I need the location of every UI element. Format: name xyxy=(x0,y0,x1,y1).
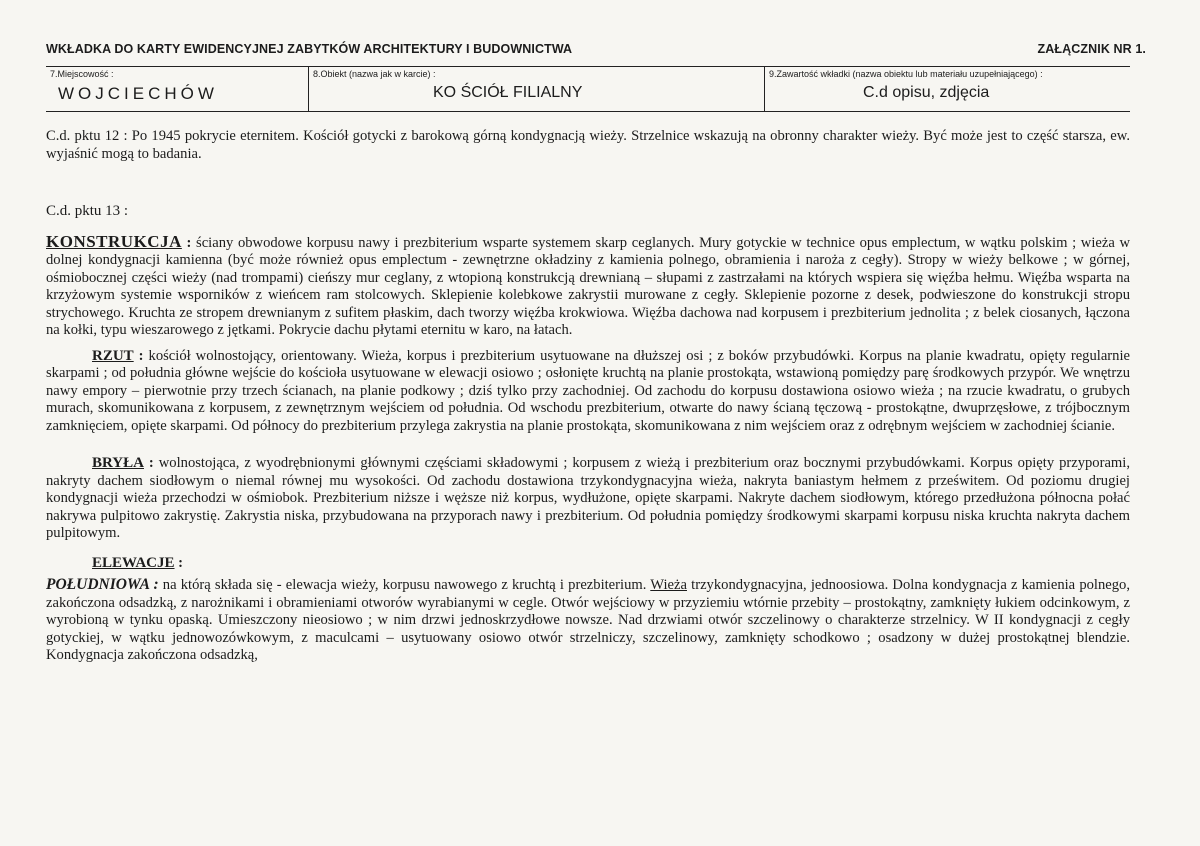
object-value: KO ŚCIÓŁ FILIALNY xyxy=(433,84,583,101)
document-header xyxy=(46,42,1146,56)
rzut-paragraph xyxy=(46,348,1130,436)
object-cell xyxy=(308,67,765,111)
object-label: 8.Obiekt (nazwa jak w karcie) : xyxy=(313,69,436,79)
elewacje-heading-line xyxy=(46,555,1130,573)
content-value: C.d opisu, zdjęcia xyxy=(863,84,990,101)
pkt12-paragraph: C.d. pktu 12 : Po 1945 pokrycie eternitem. Kościół gotycki z barokową górną kondygnacją wieży. Strzelnice wskazują na obronny charakter wieży. Być może jest to część starsza, ew. wyjaśnić mogą to badania. xyxy=(46,128,1130,162)
south-elevation-paragraph xyxy=(46,576,1130,665)
south-tower-term: Wieża xyxy=(650,577,687,593)
rzut-separator: : xyxy=(133,347,149,364)
document-body xyxy=(46,128,1130,665)
bryla-text: wolnostojąca, z wyodrębnionymi głównymi częściami składowymi ; korpusem z wieżą i prezbiterium oraz bocznymi przybudówkami. Korpus opięty przyporami, nakryty dachem siodłowym o niemal równej mu wysokości. Od zachodu dostawiona trzykondygnacyjna wieża, nakryta baniastym hełmem z prześwitem. Od poziomu drugiej kondygnacji wieża przechodzi w ośmiobok. Prezbiterium niższe i węższe niż korpus, wydłużone, opięte skarpami. Nakryte dachem siodłowym, którego przedłużona północna połać nakrywa pulpitowo zakrystię. Zakrystia niska, przybudowana na przyporach nawy i prezbiterium. Od południa pomiędzy środkowymi skarpami korpusu niska kruchta nakryta dachem pulpitowym. xyxy=(46,455,1130,541)
south-text-a: na którą składa się - elewacja wieży, korpusu nawowego z kruchtą i prezbiterium. xyxy=(158,577,651,593)
content-label: 9.Zawartość wkładki (nazwa obiektu lub materiału uzupełniającego) : xyxy=(769,69,1043,79)
konstrukcja-text: ściany obwodowe korpusu nawy i prezbiterium wsparte systemem skarp ceglanych. Mury gotyckie w technice opus emplectum, w wątku polskim ; wieża w dolnej kondygnacji kamienna (być może również opus emplectum - zewnętrzne okładziny z kamienia polnego, obramienia i naroża z cegły). Stropy w wieży belkowe ; w górnej, ośmiobocznej części wieży (nad trompami) cieńszy mur ceglany, z wtopioną konstrukcją drewnianą – słupami z zastrzałami na których wspiera się więźba hełmu. Więźba wsparta na krzyżowym systemie wsporników z wieńcem ram stolcowych. Sklepienie kolebkowe zakrystii murowane z cegły. Sklepienie pozorne z desek, podwieszone do konstrukcji stropu strychowego. Kruchta ze stropem drewnianym z sufitem płaskim, dach tworzy więźba krokwiowa. Więźba dachowa nad korpusem i prezbiterium jednolita ; z belek ciosanych, łączona na kołki, typu wieszarowego z jętkami. Pokrycie dachu płytami eternitu w karo, na łatach. xyxy=(46,234,1130,338)
rzut-heading: RZUT xyxy=(92,347,134,364)
locality-value: WOJCIECHÓW xyxy=(58,84,218,103)
content-cell xyxy=(764,67,1131,111)
bryla-heading: BRYŁA xyxy=(92,455,144,471)
south-text-b: trzykondygnacyjna, jednoosiowa. Dolna kondygnacja z kamienia polnego, zakończona odsadzką, z narożnikami i obramieniami otworów wyrabianymi w cegle. Otwór wejściowy w przyziemiu wtórnie przebity – prostokątny, zamknięty łukiem odcinkowym, z wyrobioną w tynku opaską. Umieszczony nieosiowo ; w nim drzwi jednoskrzydłowe nowsze. Nad drzwiami otwór szczelinowy o charakterze strzelnicy. W II kondygnacji z cegły gotyckiej, w wątku jednowozówkowym, z maculcami – usytuowany osiowo otwór strzelniczy, szczelinowy, zamknięty schodkowo ; osadzony w dużej prostokątnej blendzie. Kondygnacja zakończona odsadzką, xyxy=(46,577,1130,663)
locality-cell xyxy=(46,67,308,111)
form-fields-row xyxy=(46,66,1130,112)
konstrukcja-heading: KONSTRUKCJA xyxy=(46,231,182,251)
south-heading: POŁUDNIOWA : xyxy=(46,576,159,593)
attachment-number: ZAŁĄCZNIK NR 1. xyxy=(1037,42,1146,56)
document-title: WKŁADKA DO KARTY EWIDENCYJNEJ ZABYTKÓW ARCHITEKTURY I BUDOWNICTWA xyxy=(46,42,573,56)
bryla-separator: : xyxy=(143,455,159,471)
pkt13-heading: C.d. pktu 13 : xyxy=(46,203,129,219)
elewacje-separator: : xyxy=(174,554,184,571)
locality-label: 7.Miejscowość : xyxy=(50,69,114,79)
bryla-paragraph xyxy=(46,455,1130,543)
elewacje-heading: ELEWACJE xyxy=(92,554,175,571)
konstrukcja-separator: : xyxy=(181,234,197,251)
rzut-text: kościół wolnostojący, orientowany. Wieża, korpus i prezbiterium usytuowane na dłuższej osi ; z boków przybudówki. Korpus na planie kwadratu, opięty regularnie skarpami ; od południa główne wejście do kościoła usytuowane w elewacji osiowo ; osłonięte kruchtą na planie prostokąta, wstawioną pomiędzy parę środkowych przypór. We wnętrzu nawy empory – pierwotnie przy trzech ścianach, na planie podkowy ; dziś tylko przy zachodniej. Od zachodu do korpusu dostawiona osiowo wieża ; na rzucie kwadratu, o grubych murach, skomunikowana z korpusem, z zewnętrznym wejściem od południa. Od wschodu prezbiterium, otwarte do nawy ścianą tęczową - prostokątne, dwuprzęsłowe, z trójbocznym zamknięciem, opięte skarpami. Od północy do prezbiterium przylega zakrystia na planie prostokąta, skomunikowana z nim wejściem oraz z odrębnym wejściem w zachodniej ścianie. xyxy=(46,347,1130,434)
konstrukcja-paragraph xyxy=(46,233,1130,340)
